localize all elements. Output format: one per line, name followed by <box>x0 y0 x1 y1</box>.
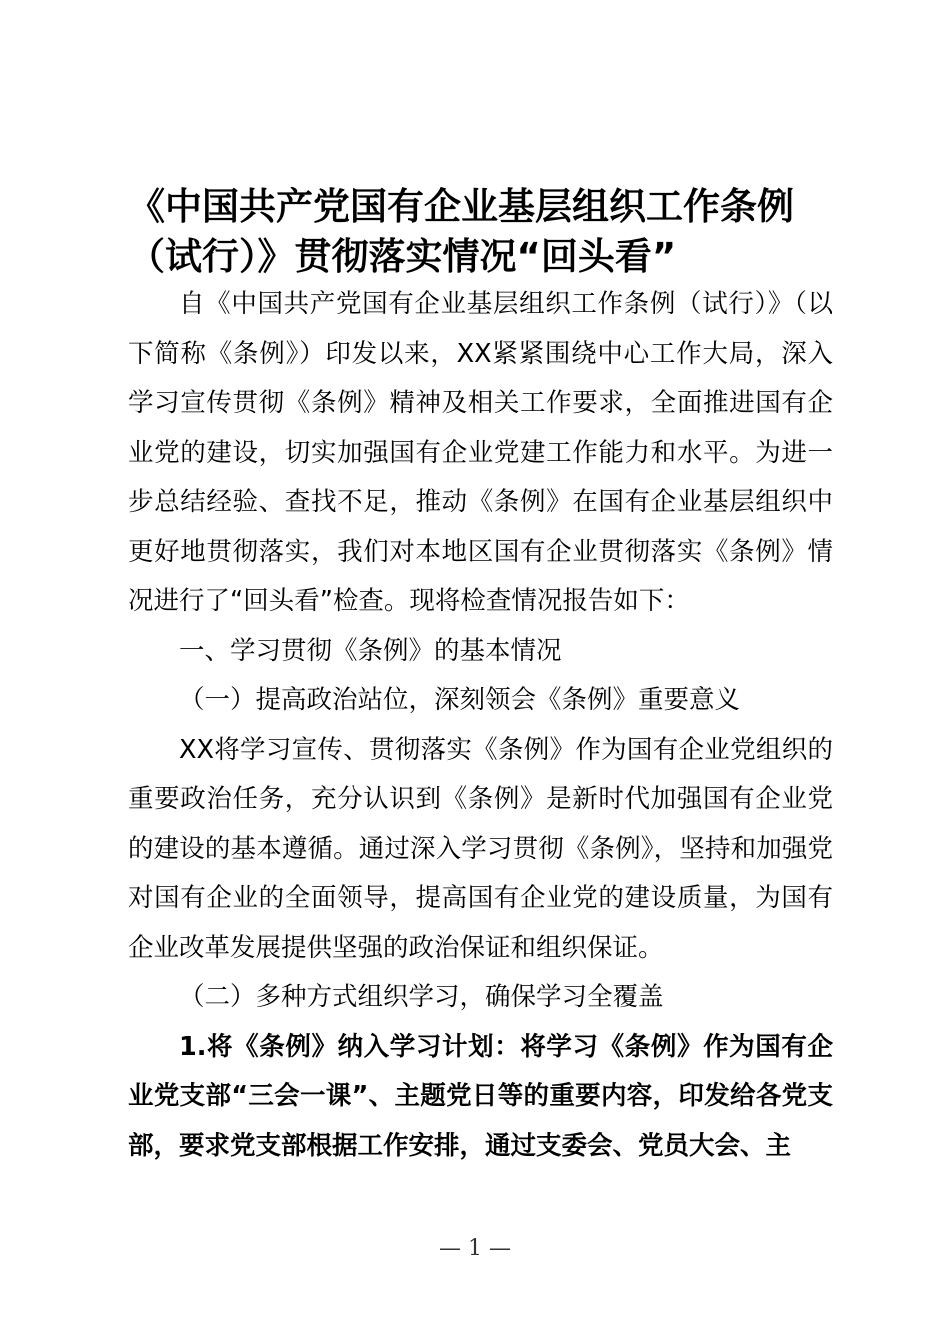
heading-section-1: 一、学习贯彻《条例》的基本情况 <box>179 635 562 666</box>
subheading-2: （二）多种方式组织学习，确保学习全覆盖 <box>179 982 664 1012</box>
document-title: 《中国共产党国有企业基层组织工作条例（试行）》贯彻落实情况“回头看” <box>128 185 794 278</box>
document-body <box>128 280 833 1171</box>
paragraph-political-stance: XX将学习宣传、贯彻落实《条例》作为国有企业党组织的重要政治任务，充分认识到《条例》是新时代加强国有企业党的建设的基本遵循。通过深入学习贯彻《条例》，坚持和加强党对国有企业的全面领导，提高国有企业党的建设质量，为国有企业改革发展提供坚强的政治保证和组织保证。 <box>128 734 833 963</box>
subheading-1: （一）提高政治站位，深刻领会《条例》重要意义 <box>179 685 741 715</box>
paragraph-study-plan: 1.将《条例》纳入学习计划：将学习《条例》作为国有企业党支部“三会一课”、主题党日等的重要内容，印发给各党支部，要求党支部根据工作安排，通过支委会、党员大会、主 <box>128 1031 833 1161</box>
page-number: — 1 — <box>439 1236 511 1261</box>
paragraph-intro: 自《中国共产党国有企业基层组织工作条例（试行）》（以下简称《条例》）印发以来，XX紧紧围绕中心工作大局，深入学习宣传贯彻《条例》精神及相关工作要求，全面推进国有企业党的建设，切实加强国有企业党建工作能力和水平。为进一步总结经验、查找不足，推动《条例》在国有企业基层组织中更好地贯彻落实，我们对本地区国有企业贯彻落实《条例》情况进行了“回头看”检查。现将检查情况报告如下： <box>128 289 833 616</box>
